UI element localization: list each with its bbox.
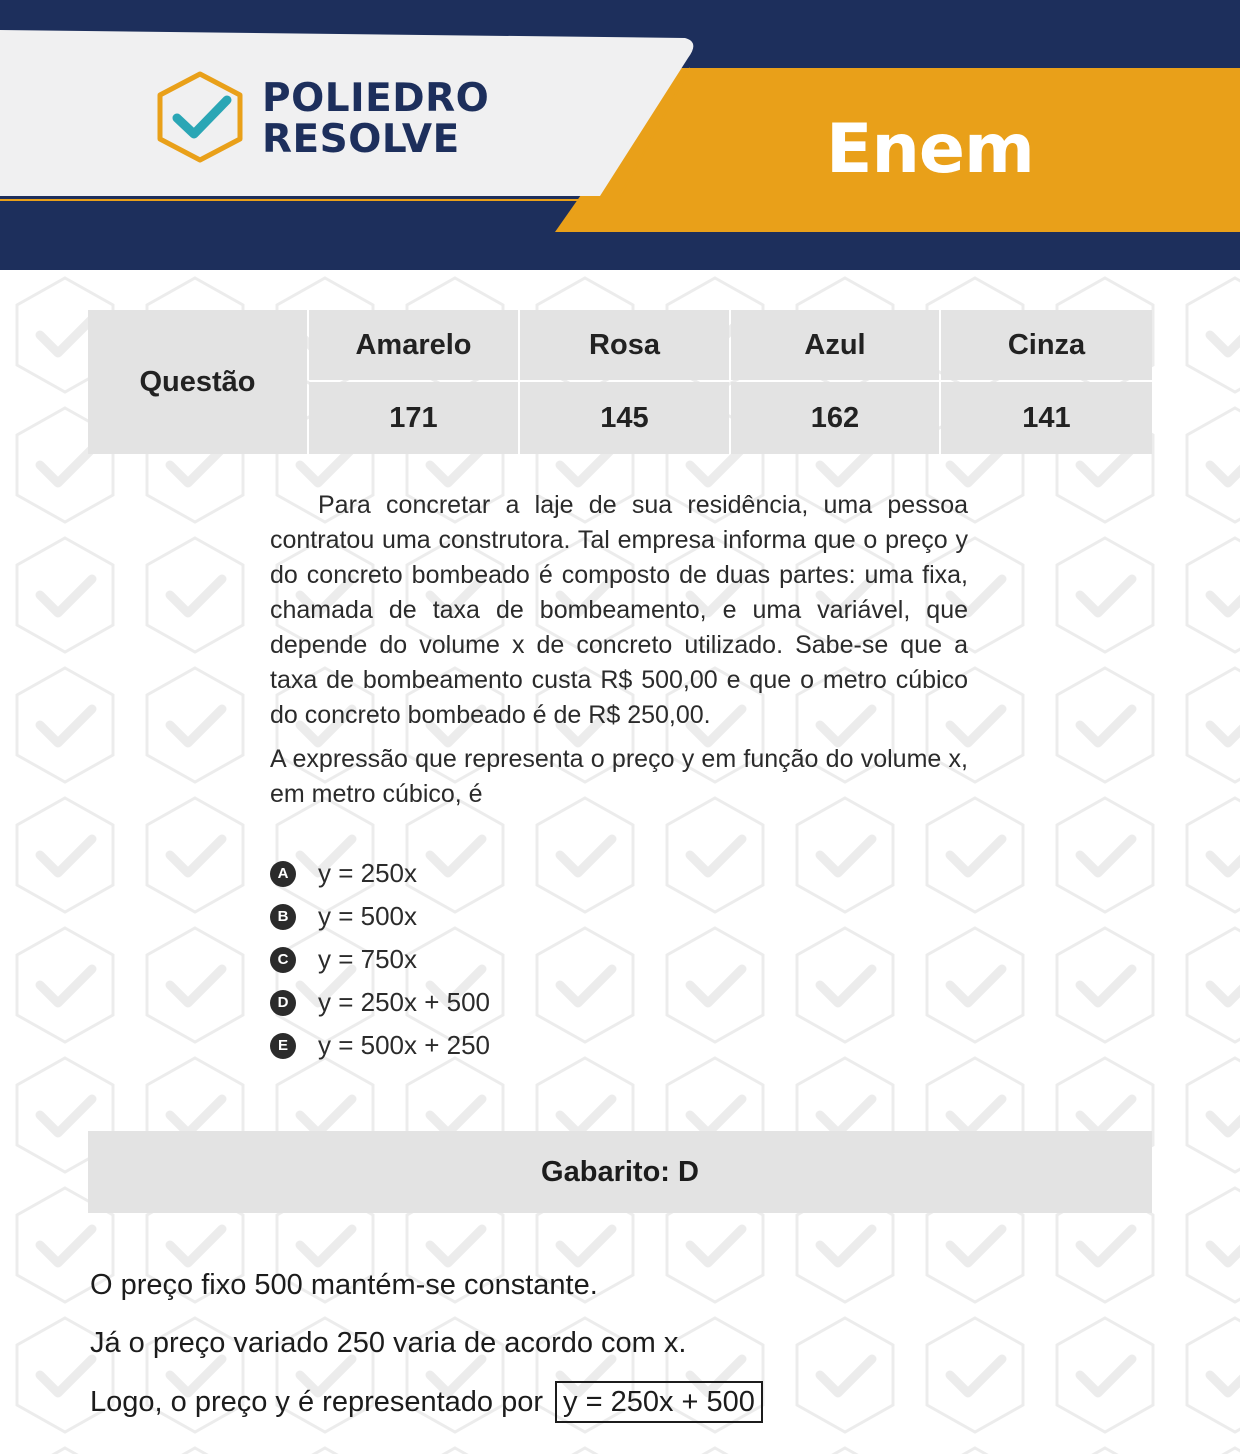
- solution-line-3-text: Logo, o preço y é representado por: [90, 1386, 544, 1418]
- option-letter-e: E: [270, 1033, 296, 1059]
- option-expression-c: y = 750x: [318, 944, 418, 974]
- option-c: [270, 938, 490, 981]
- option-a: [270, 852, 490, 895]
- header-shapes: [0, 0, 1240, 270]
- question-body: [270, 488, 968, 812]
- final-answer-box: y = 250x + 500: [555, 1381, 763, 1423]
- solution-line-3: [90, 1381, 763, 1439]
- column-header-cinza: Cinza: [941, 310, 1152, 380]
- column-header-amarelo: Amarelo: [309, 310, 518, 380]
- solution-line-1: O preço fixo 500 mantém-se constante.: [90, 1269, 598, 1301]
- question-number-cinza: 141: [941, 382, 1152, 454]
- option-expression-a: y = 250x: [318, 858, 418, 888]
- answer-options: [270, 852, 490, 1067]
- option-expression-d: y = 250x + 500: [318, 987, 491, 1017]
- column-header-rosa: Rosa: [520, 310, 729, 380]
- question-number-table: [88, 310, 1152, 454]
- option-letter-d: D: [270, 990, 296, 1016]
- column-header-azul: Azul: [731, 310, 939, 380]
- table-label-questao: Questão: [88, 310, 307, 454]
- header-banner: [0, 0, 1240, 270]
- solution-line-2: Já o preço variado 250 varia de acordo com x.: [90, 1327, 687, 1359]
- solution: [90, 1265, 763, 1439]
- option-e: [270, 1024, 490, 1067]
- exam-title: Enem: [826, 110, 1034, 189]
- option-letter-b: B: [270, 904, 296, 930]
- question-number-rosa: 145: [520, 382, 729, 454]
- logo-line2: RESOLVE: [262, 117, 460, 162]
- answer-key-banner: Gabarito: D: [88, 1131, 1152, 1213]
- option-b: [270, 895, 490, 938]
- question-paragraph-1: Para concretar a laje de sua residência, uma pessoa contratou uma construtora. Tal empresa informa que o preço y do concreto bombeado é composto de duas partes: uma fixa, chamada de taxa de bombeamento, e uma variável, que depende do volume x de concreto utilizado. Sabe-se que a taxa de bombeamento custa R$ 500,00 e que o metro cúbico do concreto bombeado é de R$ 250,00.: [270, 491, 968, 729]
- logo-wordmark: [262, 78, 489, 160]
- question-number-azul: 162: [731, 382, 939, 454]
- logo-line1: POLIEDRO: [262, 76, 490, 121]
- question-paragraph-2: A expressão que representa o preço y em função do volume x, em metro cúbico, é: [270, 745, 968, 808]
- option-letter-c: C: [270, 947, 296, 973]
- option-expression-b: y = 500x: [318, 901, 418, 931]
- question-number-amarelo: 171: [309, 382, 518, 454]
- option-expression-e: y = 500x + 250: [318, 1030, 491, 1060]
- option-letter-a: A: [270, 861, 296, 887]
- option-d: [270, 981, 490, 1024]
